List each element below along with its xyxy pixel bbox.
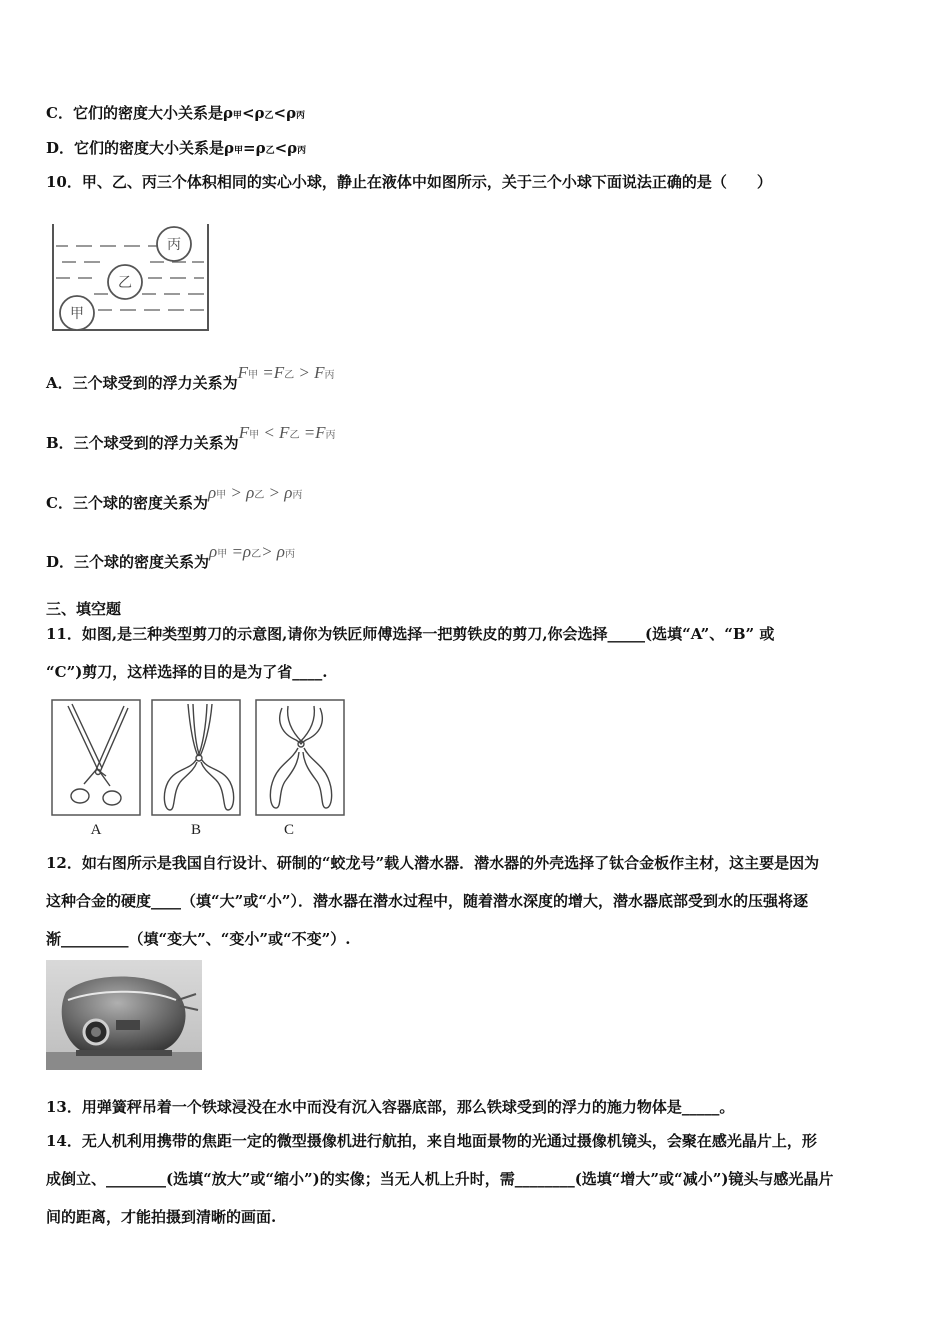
q11-line2: “C”)剪刀，这样选择的目的是为了省____. — [46, 663, 328, 681]
q10-stem: 10．甲、乙、丙三个体积相同的实心小球，静止在液体中如图所示，关于三个小球下面说法正确的是（ ） — [46, 173, 772, 191]
scissors-b-drawing — [164, 704, 233, 810]
scissors-label-b: B — [190, 822, 202, 838]
submersible-hull — [62, 977, 186, 1053]
q10-option-b: B．三个球受到的浮力关系为F甲 < F乙 =F丙 — [46, 423, 336, 452]
ball-top-label: 丙 — [167, 237, 181, 253]
q12-line3: 渐_________（填“变大”、“变小”或“不变”）. — [46, 930, 351, 948]
formula-a: F甲 =F乙 > F丙 — [237, 363, 335, 382]
scissors-figure — [50, 698, 346, 838]
scissors-a-frame — [52, 700, 140, 815]
scissors-label-c: C — [283, 822, 295, 838]
q12-line1: 12．如右图所示是我国自行设计、研制的“蛟龙号”载人潜水器．潜水器的外壳选择了钛合金板作主材，这主要是因为 — [46, 854, 820, 872]
q9-option-d: D．它们的密度大小关系是ρ甲=ρ乙<ρ丙 — [46, 139, 307, 157]
q12-line2: 这种合金的硬度____（填“大”或“小”）．潜水器在潜水过程中，随着潜水深度的增大，潜水器底部受到水的压强将逐 — [46, 892, 809, 910]
q11-line1: 11．如图,是三种类型剪刀的示意图,请你为铁匠师傅选择一把剪铁皮的剪刀,你会选择_____(选填“A”、“B” 或 — [46, 625, 775, 643]
scissors-label-a: A — [90, 822, 102, 838]
q14-line1: 14．无人机利用携带的焦距一定的微型摄像机进行航拍，来自地面景物的光通过摄像机镜头，会聚在感光晶片上，形 — [46, 1132, 817, 1150]
scissors-a-drawing — [68, 704, 128, 805]
formula-c: ρ甲 > ρ乙 > ρ丙 — [207, 483, 303, 502]
q10-option-a: A．三个球受到的浮力关系为F甲 =F乙 > F丙 — [46, 363, 335, 392]
q10-liquid-figure — [50, 220, 212, 334]
q10-option-c: C．三个球的密度关系为ρ甲 > ρ乙 > ρ丙 — [46, 483, 303, 512]
q14-line2: 成倒立、________(选填“放大”或“缩小”)的实像；当无人机上升时，需________(选填“增大”或“减小”)镜头与感光晶片 — [46, 1170, 834, 1188]
q14-line3: 间的距离，才能拍摄到清晰的画面. — [46, 1208, 277, 1226]
formula-b: F甲 < F乙 =F丙 — [238, 423, 336, 442]
q10-option-d: D．三个球的密度关系为ρ甲 =ρ乙> ρ丙 — [46, 542, 295, 571]
ball-middle-label: 乙 — [118, 275, 132, 291]
q9-option-c: C．它们的密度大小关系是ρ甲<ρ乙<ρ丙 — [46, 104, 306, 122]
scissors-c-frame — [256, 700, 344, 815]
q13-line1: 13．用弹簧秤吊着一个铁球浸没在水中而没有沉入容器底部，那么铁球受到的浮力的施力物体是_____。 — [46, 1098, 735, 1116]
scissors-c-drawing — [270, 706, 331, 808]
section-title: 三、填空题 — [46, 600, 122, 618]
ball-bottom-label: 甲 — [70, 306, 84, 322]
formula-d: ρ甲 =ρ乙> ρ丙 — [209, 542, 295, 561]
submersible-photo — [46, 960, 202, 1070]
